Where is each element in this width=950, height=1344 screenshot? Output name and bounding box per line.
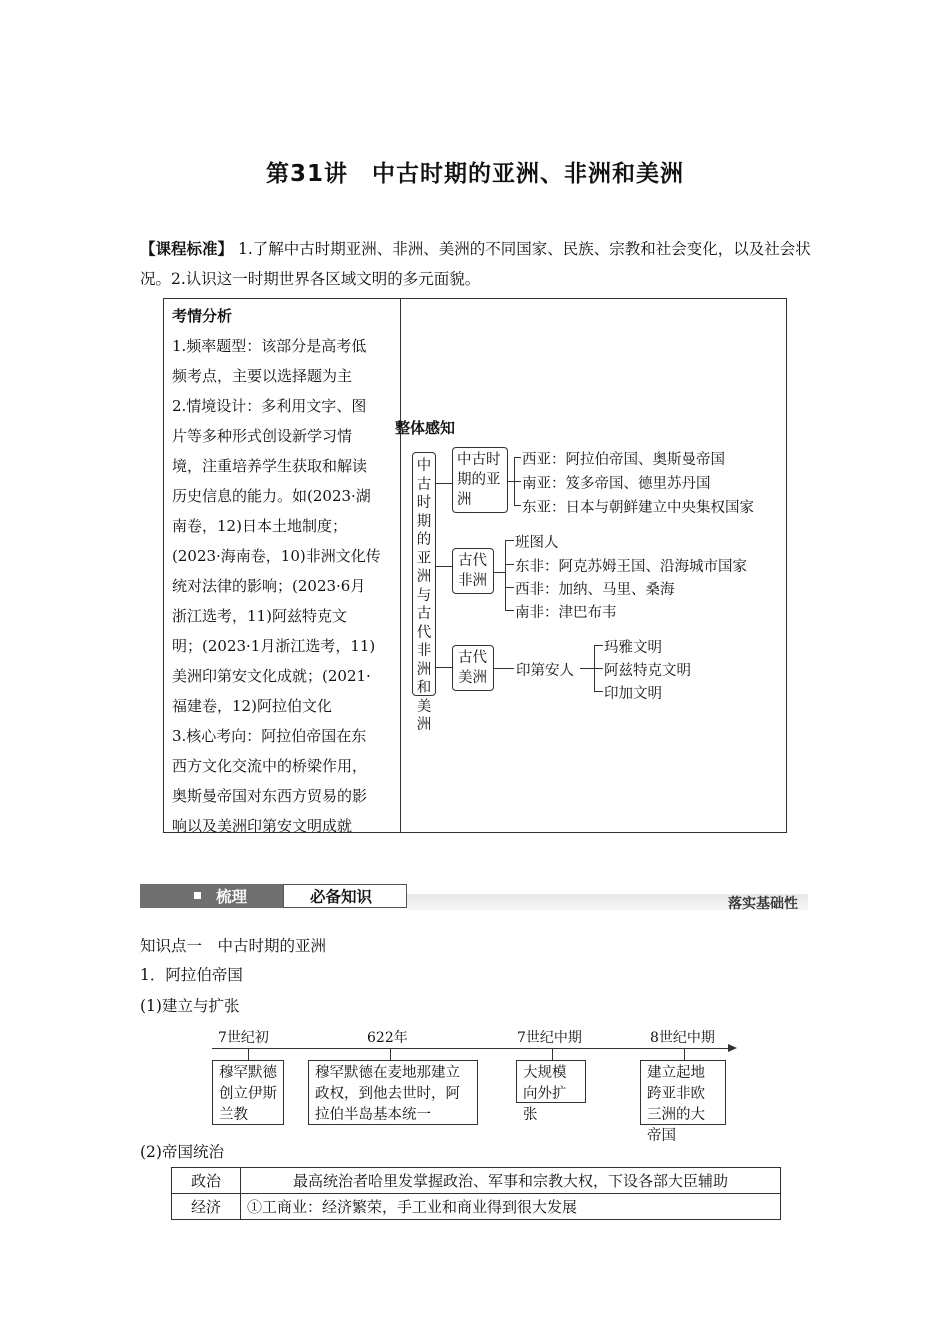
exam-analysis-line: 南卷，12)日本土地制度； [172, 517, 347, 535]
america-mid: 印第安人 [516, 663, 574, 679]
table-row [172, 1194, 781, 1220]
timeline-event: 穆罕默德在麦地那建立政权，到他去世时，阿拉伯半岛基本统一 [308, 1060, 478, 1125]
timeline-tick [684, 1048, 685, 1060]
exam-analysis-line: 历史信息的能力。如(2023·湖 [172, 487, 371, 505]
section-banner [140, 884, 808, 910]
connector [594, 668, 603, 669]
exam-analysis-line: 统对法律的影响；(2023·6月 [172, 577, 366, 595]
timeline-event: 建立起地跨亚非欧三洲的大帝国 [640, 1060, 726, 1125]
exam-analysis-line: 2.情境设计：多利用文字、图 [172, 397, 367, 415]
asia-item: 西亚：阿拉伯帝国、奥斯曼帝国 [522, 452, 725, 468]
connector [436, 566, 452, 567]
connector [514, 505, 521, 506]
exam-analysis-line: 浙江选考，11)阿兹特克文 [172, 607, 347, 625]
timeline-date: 7世纪中期 [517, 1030, 582, 1046]
timeline-tick [552, 1048, 553, 1060]
subsection-arab-empire: 1．阿拉伯帝国 [140, 966, 243, 984]
timeline-tick [248, 1048, 249, 1060]
exam-analysis-line: 福建卷，12)阿拉伯文化 [172, 697, 332, 715]
asia-item: 东亚：日本与朝鲜建立中央集权国家 [522, 500, 754, 516]
banner-right-label: 落实基础性 [728, 896, 798, 912]
connector [514, 481, 521, 482]
table-cell-value: 最高统治者哈里发掌握政治、军事和宗教大权，下设各部大臣辅助 [241, 1168, 781, 1194]
africa-item: 班图人 [515, 535, 559, 551]
connector [505, 610, 514, 611]
exam-analysis-line: 奥斯曼帝国对东西方贸易的影 [172, 787, 368, 805]
timeline-tick [390, 1048, 391, 1060]
empire-rule-table [171, 1167, 781, 1220]
timeline-date: 8世纪中期 [650, 1030, 715, 1046]
exam-analysis-line: 响以及美洲印第安文明成就 [172, 817, 353, 835]
mindmap-title: 整体感知 [395, 419, 456, 437]
africa-item: 西非：加纳、马里、桑海 [515, 582, 675, 598]
connector [580, 668, 594, 669]
africa-item: 南非：津巴布韦 [515, 605, 617, 621]
exam-analysis-line: 美洲印第安文化成就；(2021· [172, 667, 371, 685]
banner-dark-tab [140, 884, 283, 908]
mindmap-node-asia: 中古时期的亚洲 [452, 447, 508, 513]
exam-analysis-line: 3.核心考向：阿拉伯帝国在东 [172, 727, 367, 745]
table-cell-key: 政治 [172, 1168, 241, 1194]
connector [505, 540, 506, 611]
arrow-right-icon [728, 1044, 737, 1052]
page-title: 第31讲 中古时期的亚洲、非洲和美洲 [265, 161, 684, 187]
subsection-rule: (2)帝国统治 [140, 1143, 224, 1161]
exam-analysis-line: 明；(2023·1月浙江选考，11) [172, 637, 376, 655]
knowledge-point-heading: 知识点一 中古时期的亚洲 [140, 937, 327, 955]
connector [505, 540, 514, 541]
connector [494, 572, 505, 573]
connector [505, 564, 514, 565]
exam-analysis-line: 片等多种形式创设新学习情 [172, 427, 353, 445]
exam-analysis-line: 境，注重培养学生获取和解读 [172, 457, 368, 475]
connector [594, 691, 603, 692]
africa-item: 东非：阿克苏姆王国、沿海城市国家 [515, 559, 747, 575]
timeline-axis [212, 1048, 728, 1049]
square-icon [194, 892, 201, 899]
timeline-date: 622年 [367, 1030, 408, 1046]
exam-analysis-line: 频考点，主要以选择题为主 [172, 367, 353, 385]
exam-analysis-heading: 考情分析 [172, 307, 233, 325]
connector [494, 668, 514, 669]
subsection-founding: (1)建立与扩张 [140, 997, 240, 1015]
exam-analysis [164, 299, 401, 835]
america-item: 玛雅文明 [604, 640, 662, 656]
table-row [172, 1168, 781, 1194]
exam-analysis-line: (2023·海南卷，10)非洲文化传 [172, 547, 381, 565]
america-item: 阿兹特克文明 [604, 663, 691, 679]
mindmap-node-america: 古代美洲 [452, 645, 494, 691]
banner-tab-sort: 梳理 [216, 888, 248, 906]
course-standard-text: 1.了解中古时期亚洲、非洲、美洲的不同国家、民族、宗教和社会变化，以及社会状况。2.认识这一时期世界各区域文明的多元面貌。 [140, 240, 811, 288]
connector [505, 587, 514, 588]
course-standard [140, 234, 812, 294]
connector [436, 667, 452, 668]
timeline-date: 7世纪初 [218, 1030, 269, 1046]
exam-analysis-line: 西方文化交流中的桥梁作用， [172, 757, 368, 775]
table-cell-key: 经济 [172, 1194, 241, 1220]
table-cell-value: ①工商业：经济繁荣，手工业和商业得到很大发展 [241, 1194, 781, 1220]
america-item: 印加文明 [604, 686, 662, 702]
exam-analysis-line: 1.频率题型：该部分是高考低 [172, 337, 367, 355]
timeline-event: 穆罕默德创立伊斯兰教 [212, 1060, 284, 1125]
connector [436, 483, 452, 484]
mindmap-root: 中古时期的亚洲与古代非洲和美洲 [412, 452, 436, 696]
connector [514, 457, 521, 458]
banner-tab-knowledge: 必备知识 [310, 888, 373, 906]
asia-item: 南亚：笈多帝国、德里苏丹国 [522, 476, 711, 492]
course-standard-label: 【课程标准】 [140, 240, 234, 258]
timeline-event: 大规模向外扩张 [516, 1060, 586, 1103]
connector [594, 645, 603, 646]
mindmap-node-africa: 古代非洲 [452, 548, 494, 594]
